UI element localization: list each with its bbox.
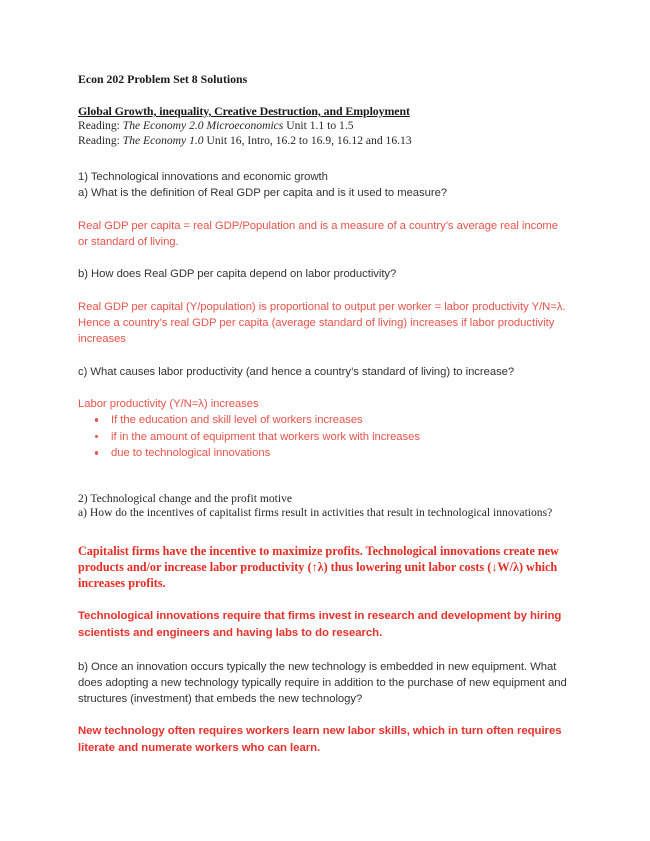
- reading-label-1: Reading:: [78, 119, 123, 132]
- spacer: [78, 250, 576, 266]
- spacer: [78, 202, 576, 218]
- spacer: [78, 642, 576, 659]
- list-item: [78, 412, 576, 428]
- reading-label-2: Reading:: [78, 133, 123, 147]
- spacer: [78, 380, 576, 396]
- list-item-label: If the education and skill level of workers increases: [111, 414, 363, 427]
- bullet-dot-icon: [95, 418, 98, 421]
- spacer: [78, 86, 576, 104]
- reading-line-1: [78, 119, 576, 134]
- bullet-dot-icon: [95, 435, 98, 438]
- spacer: [78, 591, 576, 608]
- answer-1c-lead: Labor productivity (Y/N=λ) increases: [78, 398, 259, 411]
- answer-1c-bullet-list: [78, 412, 576, 461]
- spacer: [78, 148, 576, 169]
- list-item: [78, 429, 576, 445]
- question-2a-text: a) How do the incentives of capitalist firms result in activities that result in technological innovations?: [78, 506, 553, 520]
- reading-line-2: [78, 134, 576, 149]
- spacer: [78, 283, 576, 299]
- question-1b-text: b) How does Real GDP per capita depend on labor productivity?: [78, 268, 397, 281]
- answer-2b-text: New technology often requires workers learn new labor skills, which in turn often requires literate and numerate workers who can learn.: [78, 725, 562, 754]
- spacer: [78, 707, 576, 723]
- question-1-heading: 1) Technological innovations and economic growth: [78, 171, 328, 184]
- reading-detail-2: Unit 16, Intro, 16.2 to 16.9, 16.12 and 16.13: [203, 133, 412, 147]
- question-1c-text: c) What causes labor productivity (and hence a country’s standard of living) to increase?: [78, 365, 515, 378]
- section-heading: Global Growth, inequality, Creative Destruction, and Employment: [78, 104, 410, 118]
- question-2b-text: b) Once an innovation occurs typically the new technology is embedded in new equipment. What does adopting a new technology typically require in addition to the purchase of new equipment and structures (investment) that embeds the new technology?: [78, 660, 567, 706]
- spacer: [78, 348, 576, 364]
- question-1a-text: a) What is the definition of Real GDP per capita and is it used to measure?: [78, 187, 448, 200]
- list-item-label: if in the amount of equipment that workers work with increases: [111, 430, 420, 443]
- answer-2a-paragraph-2: Technological innovations require that firms invest in research and development by hiring scientists and engineers and having labs to do research.: [78, 610, 562, 640]
- spacer: [78, 521, 576, 543]
- list-item: [78, 445, 576, 461]
- reading-detail-1: Unit 1.1 to 1.5: [283, 119, 354, 132]
- bullet-dot-icon: [95, 451, 98, 454]
- page-title: Econ 202 Problem Set 8 Solutions: [78, 72, 248, 86]
- answer-1b-text: Real GDP per capital (Y/population) is proportional to output per worker = labor productivity Y/N=λ. Hence a country’s real GDP per capita (average standard of living) increases if labor productivity increases: [78, 300, 566, 346]
- list-item-label: due to technological innovations: [111, 447, 271, 460]
- answer-2a-paragraph-1: Capitalist firms have the incentive to maximize profits. Technological innovations create new products and/or increase labor productivity (↑λ) thus lowering unit labor costs (↓W/λ) which increases profits.: [78, 543, 559, 591]
- reading-title-1: The Economy 2.0 Microeconomics: [122, 119, 284, 132]
- reading-title-2: The Economy 1.0: [122, 133, 204, 147]
- question-2-heading: 2) Technological change and the profit motive: [78, 491, 293, 505]
- answer-1a-text: Real GDP per capita = real GDP/Population and is a measure of a country’s average real income or standard of living.: [78, 219, 559, 248]
- spacer: [78, 462, 576, 492]
